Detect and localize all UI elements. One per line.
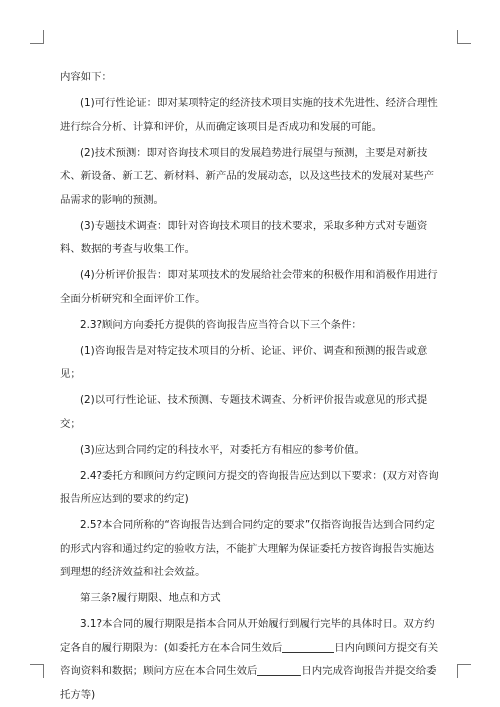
clause-2-5: 2.5?本合同所称的“咨询报告达到合同约定的要求”仅指咨询报告达到合同约定的形式内容和通过约定的验收方法，不能扩大理解为保证委托方按咨询报告实施达到理想的经济效益和社会效益。 [60, 519, 435, 578]
condition-2: (2)以可行性论证、技术预测、专题技术调查、分析评价报告或意见的形式提交； [60, 394, 428, 430]
condition-1: (1)咨询报告是对特定技术项目的分析、论证、评价、调查和预测的报告或意见； [60, 344, 428, 380]
crop-mark-bottom-left [30, 664, 44, 678]
document-body [60, 66, 443, 707]
paragraph-tech-forecast: (2)技术预测：即对咨询技术项目的发展趋势进行展望与预测，主要是对新技术、新设备、新工艺、新材料、新产品的发展动态，以及这些技术的发展对某些产品需求的影响的预测。 [60, 146, 435, 206]
clause-3-1-part-a: 3.1?本合同的履行期限是指本合同从开始履行到履行完毕的具体时日。双方约定各自的履行期限为：(如委托方在本合同生效后 [60, 618, 435, 654]
clause-3-1 [60, 613, 443, 707]
fill-in-blank-days-2[interactable] [257, 662, 301, 676]
fill-in-blank-days-1[interactable] [282, 639, 334, 653]
intro-line: 内容如下： [60, 71, 112, 83]
crop-mark-bottom-right [457, 664, 471, 678]
clause-3-1-part-c: 日内完成咨询报告并提交给委托方等) [60, 665, 437, 701]
clause-2-4: 2.4?委托方和顾问方约定顾问方提交的咨询报告应达到以下要求：(双方对咨询报告所应达到的要求的约定) [60, 469, 439, 505]
clause-2-3: 2.3?顾问方向委托方提供的咨询报告应当符合以下三个条件： [80, 318, 362, 331]
article-3-heading: 第三条?履行期限、地点和方式 [80, 592, 221, 604]
paragraph-feasibility: (1)可行性论证：即对某项特定的经济技术项目实施的技术先进性、经济合理性进行综合分析、计算和评价，从而确定该项目是否成功和发展的可能。 [60, 97, 438, 133]
crop-mark-top-left [30, 30, 44, 44]
condition-3: (3)应达到合同约定的科技水平，对委托方有相应的参考价值。 [80, 443, 365, 456]
crop-mark-top-right [457, 30, 471, 44]
clause-3-1-part-b: 日内向顾问方提交有关咨询资料和数据；顾问方应在本合同生效后 [60, 641, 439, 677]
paragraph-evaluation-report: (4)分析评价报告：即对某项技术的发展给社会带来的积极作用和消极作用进行全面分析研究和全面评价工作。 [60, 269, 438, 305]
paragraph-topic-survey: (3)专题技术调查：即针对咨询技术项目的技术要求，采取多种方式对专题资料、数据的考查与收集工作。 [60, 219, 428, 255]
